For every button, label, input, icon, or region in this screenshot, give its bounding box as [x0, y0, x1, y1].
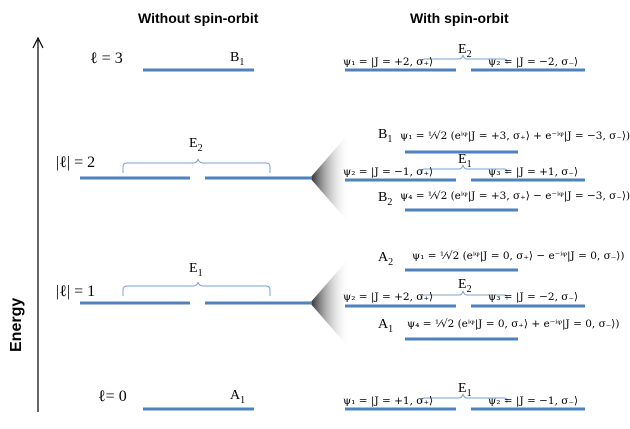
irrep-left-l1: $E_1$ — [189, 261, 203, 279]
irrep-right-l0: $E_1$ — [458, 381, 472, 399]
psi-l1-mid-left: ψ₂ = |J = +2, σ₊⟩ — [343, 291, 434, 303]
brace-left-l2 — [123, 159, 270, 173]
header-without-spin-orbit: Without spin-orbit — [138, 10, 259, 26]
splitting-fan-l2 — [310, 132, 350, 224]
irrep-left-l3: $B_1$ — [230, 50, 245, 68]
irrep-right-l1-bot: $A_1$ — [378, 317, 394, 335]
l-label-2: |ℓ| = 2 — [56, 154, 96, 171]
irrep-right-l2-mid: $E_1$ — [458, 152, 472, 170]
irrep-right-l1-mid: $E_2$ — [458, 277, 472, 295]
brace-left-l1 — [123, 282, 270, 296]
irrep-left-l2: $E_2$ — [189, 136, 203, 154]
irrep-right-l2-bot: $B_2$ — [378, 190, 393, 208]
psi-l3-right: ψ₂ = |J = −2, σ₋⟩ — [488, 56, 579, 68]
psi-l1-mid-right: ψ₃ = |J = −2, σ₋⟩ — [488, 291, 579, 303]
energy-axis-label: Energy — [8, 297, 25, 352]
psi-l2-mid-right: ψ₃ = |J = +1, σ₋⟩ — [488, 166, 579, 178]
l-label-1: |ℓ| = 1 — [56, 283, 96, 300]
splitting-fan-l1 — [310, 257, 350, 349]
irrep-right-l1-top: $A_2$ — [378, 250, 394, 268]
header-with-spin-orbit: With spin-orbit — [410, 10, 509, 26]
irrep-right-l3: $E_2$ — [458, 42, 472, 60]
psi-l1-bot: ψ₄ = ¹⁄√2 (eⁱᵠ|J = 0, σ₊⟩ + e⁻ⁱᵠ|J = 0, σ₋⟩) — [407, 318, 620, 330]
irrep-left-l0: $A_1$ — [230, 388, 246, 406]
psi-l0-right: ψ₂ = |J = −1, σ₋⟩ — [488, 395, 579, 407]
psi-l2-top: ψ₁ = ¹⁄√2 (eⁱᵠ|J = +3, σ₊⟩ + e⁻ⁱᵠ|J = −3, σ₋⟩) — [400, 130, 630, 142]
l-label-3: ℓ = 3 — [90, 50, 123, 67]
l-label-0: ℓ= 0 — [98, 388, 127, 405]
psi-l0-left: ψ₁ = |J = +1, σ₊⟩ — [343, 395, 434, 407]
psi-l1-top: ψ₁ = ¹⁄√2 (eⁱᵠ|J = 0, σ₊⟩ − e⁻ⁱᵠ|J = 0, σ₋⟩) — [412, 250, 625, 262]
psi-l2-bot: ψ₄ = ¹⁄√2 (eⁱᵠ|J = +3, σ₊⟩ − e⁻ⁱᵠ|J = −3, σ₋⟩) — [400, 190, 630, 202]
irrep-right-l2-top: $B_1$ — [378, 127, 393, 145]
psi-l3-left: ψ₁ = |J = +2, σ₊⟩ — [343, 56, 434, 68]
psi-l2-mid-left: ψ₂ = |J = −1, σ₊⟩ — [343, 166, 434, 178]
